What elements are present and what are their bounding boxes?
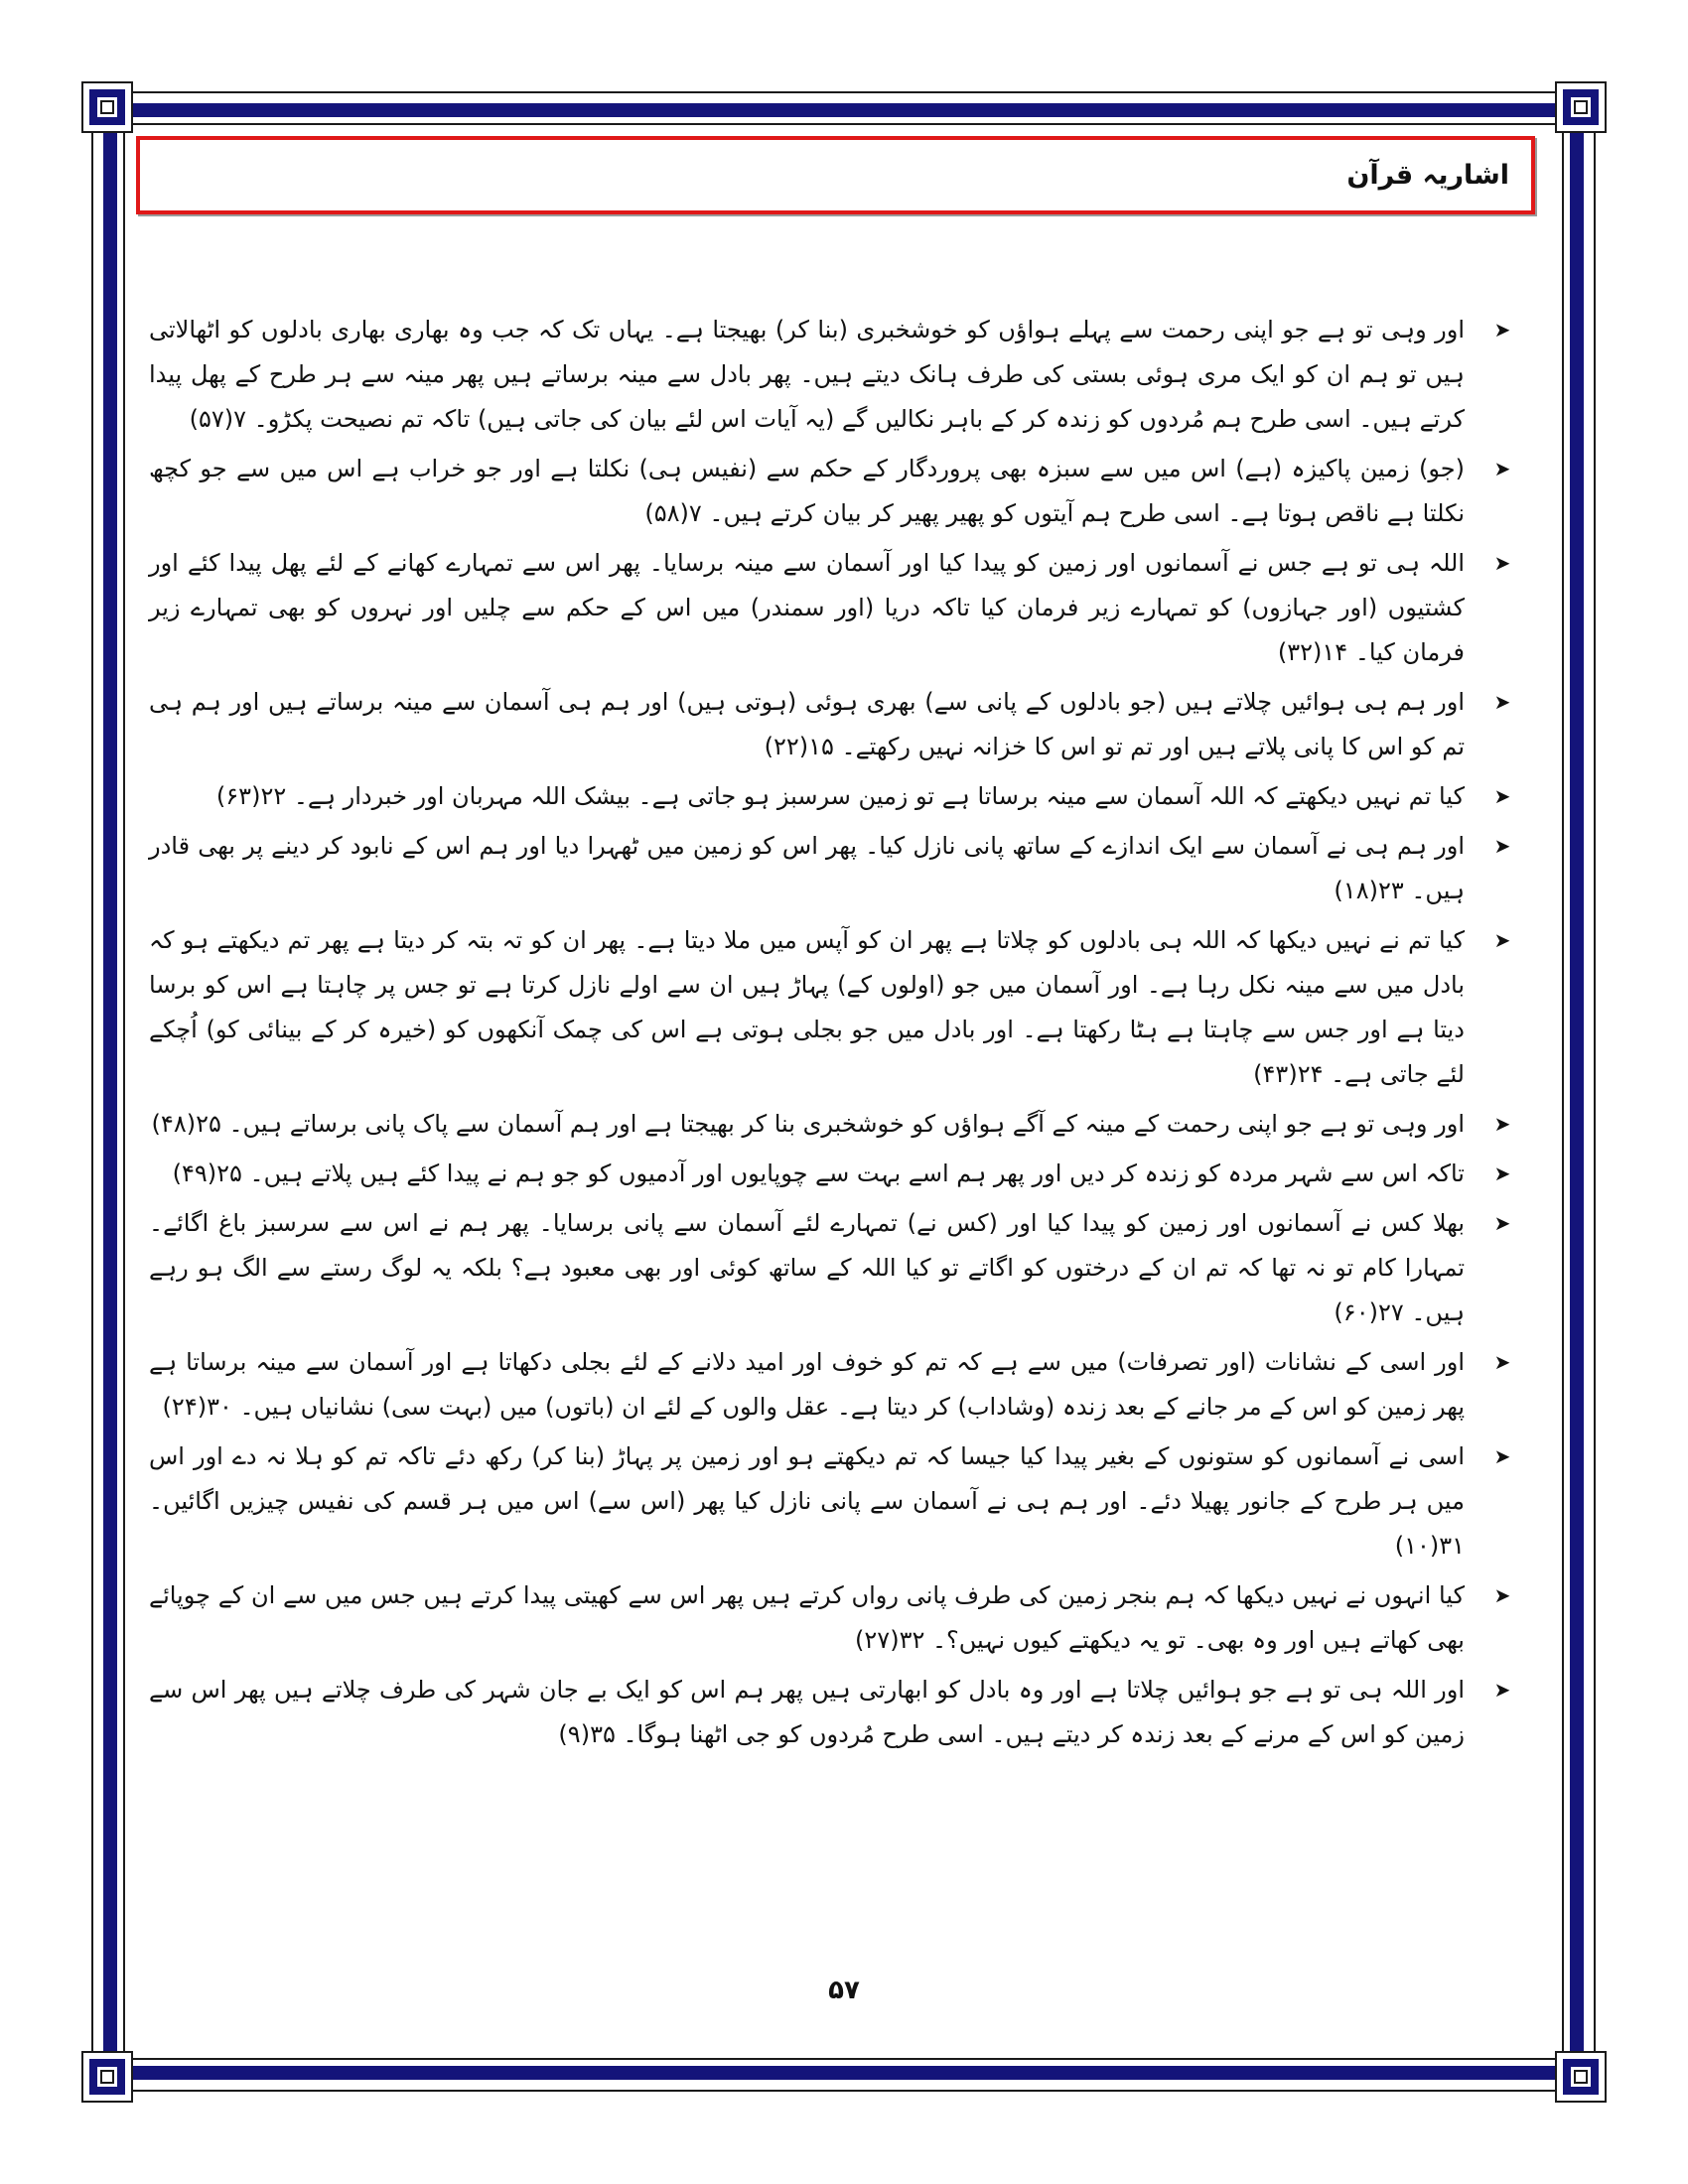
arrowhead-bullet-icon: ➤ (1493, 834, 1511, 858)
verse-text: بھلا کس نے آسمانوں اور زمین کو پیدا کیا اور (کس نے) تمہارے لئے آسمان سے پانی برسایا۔ پھر ہم نے اس سے سرسبز باغ اگائے۔ تمہارا کام تو نہ تھا کہ تم ان کے درختوں کو اگاتے تو کیا اللہ کے ساتھ کوئی اور بھی معبود ہے؟ بلکہ یہ لوگ رستے سے الگ ہو رہے ہیں۔ ۲۷(۶۰) (149, 1209, 1465, 1326)
verse-entry-8 (149, 1102, 1519, 1147)
frame-corner-ornament-top-left (81, 81, 133, 133)
verse-list (149, 308, 1519, 1762)
verse-entry-13 (149, 1573, 1519, 1663)
frame-corner-ornament-top-right (1555, 81, 1607, 133)
arrowhead-bullet-icon: ➤ (1493, 457, 1511, 480)
arrowhead-bullet-icon: ➤ (1493, 784, 1511, 808)
verse-entry-10 (149, 1201, 1519, 1335)
page-number: ۵۷ (828, 1976, 860, 2005)
verse-entry-12 (149, 1434, 1519, 1569)
verse-entry-11 (149, 1340, 1519, 1430)
arrowhead-bullet-icon: ➤ (1493, 1678, 1511, 1702)
verse-entry-14 (149, 1668, 1519, 1757)
verse-text: اور وہی تو ہے جو اپنی رحمت سے پہلے ہواؤں کو خوشخبری (بنا کر) بھیجتا ہے۔ یہاں تک کہ جب وہ بھاری بھاری بادلوں کو اٹھالاتی ہیں تو ہم ان کو ایک مری ہوئی بستی کی طرف ہانک دیتے ہیں۔ پھر بادل سے مینہ برساتے ہیں پھر مینہ سے ہر طرح کے پھل پیدا کرتے ہیں۔ اسی طرح ہم مُردوں کو زندہ کر کے باہر نکالیں گے (یہ آیات اس لئے بیان کی جاتی ہیں) تاکہ تم نصیحت پکڑو۔ ۷(۵۷) (149, 316, 1465, 433)
verse-text: اور اسی کے نشانات (اور تصرفات) میں سے ہے کہ تم کو خوف اور امید دلانے کے لئے بجلی دکھاتا ہے اور آسمان سے مینہ برساتا ہے پھر زمین کو اس کے مر جانے کے بعد زندہ (وشاداب) کر دیتا ہے۔ عقل والوں کے لئے ان (باتوں) میں (بہت سی) نشانیاں ہیں۔ ۳۰(۲۴) (149, 1348, 1465, 1421)
verse-entry-1 (149, 308, 1519, 442)
frame-corner-ornament-bottom-left (81, 2051, 133, 2103)
verse-text: اللہ ہی تو ہے جس نے آسمانوں اور زمین کو پیدا کیا اور آسمان سے مینہ برسایا۔ پھر اس سے تمہارے کھانے کے لئے پھل پیدا کئے اور کشتیوں (اور جہازوں) کو تمہارے زیر فرمان کیا تاکہ دریا (اور سمندر) میں اس کے حکم سے چلیں اور نہروں کو بھی تمہارے زیر فرمان کیا۔ ۱۴(۳۲) (149, 549, 1465, 666)
verse-text: کیا تم نہیں دیکھتے کہ اللہ آسمان سے مینہ برساتا ہے تو زمین سرسبز ہو جاتی ہے۔ بیشک اللہ مہربان اور خبردار ہے۔ ۲۲(۶۳) (215, 782, 1465, 810)
verse-entry-3 (149, 541, 1519, 675)
verse-text: (جو) زمین پاکیزہ (ہے) اس میں سے سبزہ بھی پروردگار کے حکم سے (نفیس ہی) نکلتا ہے اور جو خراب ہے اس میں سے جو کچھ نکلتا ہے ناقص ہوتا ہے۔ اسی طرح ہم آیتوں کو پھیر پھیر کر بیان کرتے ہیں۔ ۷(۵۸) (149, 455, 1465, 527)
verse-entry-9 (149, 1152, 1519, 1196)
verse-entry-7 (149, 918, 1519, 1097)
frame-corner-ornament-bottom-right (1555, 2051, 1607, 2103)
verse-entry-5 (149, 774, 1519, 819)
verse-text: اور اللہ ہی تو ہے جو ہوائیں چلاتا ہے اور وہ بادل کو ابھارتی ہیں پھر ہم اس کو ایک بے جان شہر کی طرف چلاتے ہیں پھر اس سے زمین کو اس کے مرنے کے بعد زندہ کر دیتے ہیں۔ اسی طرح مُردوں کو جی اٹھنا ہوگا۔ ۳۵(۹) (149, 1676, 1465, 1748)
arrowhead-bullet-icon: ➤ (1493, 1211, 1511, 1235)
arrowhead-bullet-icon: ➤ (1493, 690, 1511, 714)
arrowhead-bullet-icon: ➤ (1493, 1161, 1511, 1185)
verse-text: کیا انہوں نے نہیں دیکھا کہ ہم بنجر زمین کی طرف پانی رواں کرتے ہیں پھر اس سے کھیتی پیدا کرتے ہیں جس میں سے ان کے چوپائے بھی کھاتے ہیں اور وہ بھی۔ تو یہ دیکھتے کیوں نہیں؟۔ ۳۲(۲۷) (149, 1581, 1465, 1654)
arrowhead-bullet-icon: ➤ (1493, 1583, 1511, 1607)
verse-text: اسی نے آسمانوں کو ستونوں کے بغیر پیدا کیا جیسا کہ تم دیکھتے ہو اور زمین پر پہاڑ (بنا کر) رکھ دئے تاکہ تم کو ہلا نہ دے اور اس میں ہر طرح کے جانور پھیلا دئے۔ اور ہم ہی نے آسمان سے پانی نازل کیا پھر (اس سے) اس میں ہر قسم کی نفیس چیزیں اگائیں۔ ۳۱(۱۰) (149, 1442, 1465, 1560)
page-title: اشاریہ قرآن (1346, 160, 1509, 191)
header-box (136, 136, 1535, 214)
verse-entry-2 (149, 447, 1519, 536)
verse-entry-6 (149, 824, 1519, 913)
arrowhead-bullet-icon: ➤ (1493, 1112, 1511, 1136)
verse-text: کیا تم نے نہیں دیکھا کہ اللہ ہی بادلوں کو چلاتا ہے پھر ان کو آپس میں ملا دیتا ہے۔ پھر ان کو تہ بتہ کر دیتا ہے پھر تم دیکھتے ہو کہ بادل میں سے مینہ نکل رہا ہے۔ اور آسمان میں جو (اولوں کے) پہاڑ ہیں ان سے اولے نازل کرتا ہے تو جس پر چاہتا ہے اس کو برسا دیتا ہے اور جس سے چاہتا ہے ہٹا رکھتا ہے۔ اور بادل میں جو بجلی ہوتی ہے اس کی چمک آنکھوں کو (خیرہ کر کے بینائی کو) اُچکے لئے جاتی ہے۔ ۲۴(۴۳) (149, 926, 1465, 1088)
arrowhead-bullet-icon: ➤ (1493, 551, 1511, 575)
verse-text: تاکہ اس سے شہر مردہ کو زندہ کر دیں اور پھر ہم اسے بہت سے چوپایوں اور آدمیوں کو جو ہم نے پیدا کئے ہیں پلاتے ہیں۔ ۲۵(۴۹) (172, 1160, 1465, 1187)
verse-entry-4 (149, 680, 1519, 769)
verse-text: اور ہم ہی نے آسمان سے ایک اندازے کے ساتھ پانی نازل کیا۔ پھر اس کو زمین میں ٹھہرا دیا اور ہم اس کے نابود کر دینے پر بھی قادر ہیں۔ ۲۳(۱۸) (149, 832, 1465, 904)
arrowhead-bullet-icon: ➤ (1493, 318, 1511, 341)
verse-text: اور ہم ہی ہوائیں چلاتے ہیں (جو بادلوں کے پانی سے) بھری ہوئی (ہوتی ہیں) اور ہم ہی آسمان سے مینہ برساتے ہیں اور ہم ہی تم کو اس کا پانی پلاتے ہیں اور تم تو اس کا خزانہ نہیں رکھتے۔ ۱۵(۲۲) (149, 688, 1466, 760)
arrowhead-bullet-icon: ➤ (1493, 928, 1511, 952)
verse-text: اور وہی تو ہے جو اپنی رحمت کے مینہ کے آگے ہواؤں کو خوشخبری بنا کر بھیجتا ہے اور ہم آسمان سے پاک پانی برساتے ہیں۔ ۲۵(۴۸) (151, 1110, 1465, 1138)
arrowhead-bullet-icon: ➤ (1493, 1350, 1511, 1374)
arrowhead-bullet-icon: ➤ (1493, 1444, 1511, 1468)
